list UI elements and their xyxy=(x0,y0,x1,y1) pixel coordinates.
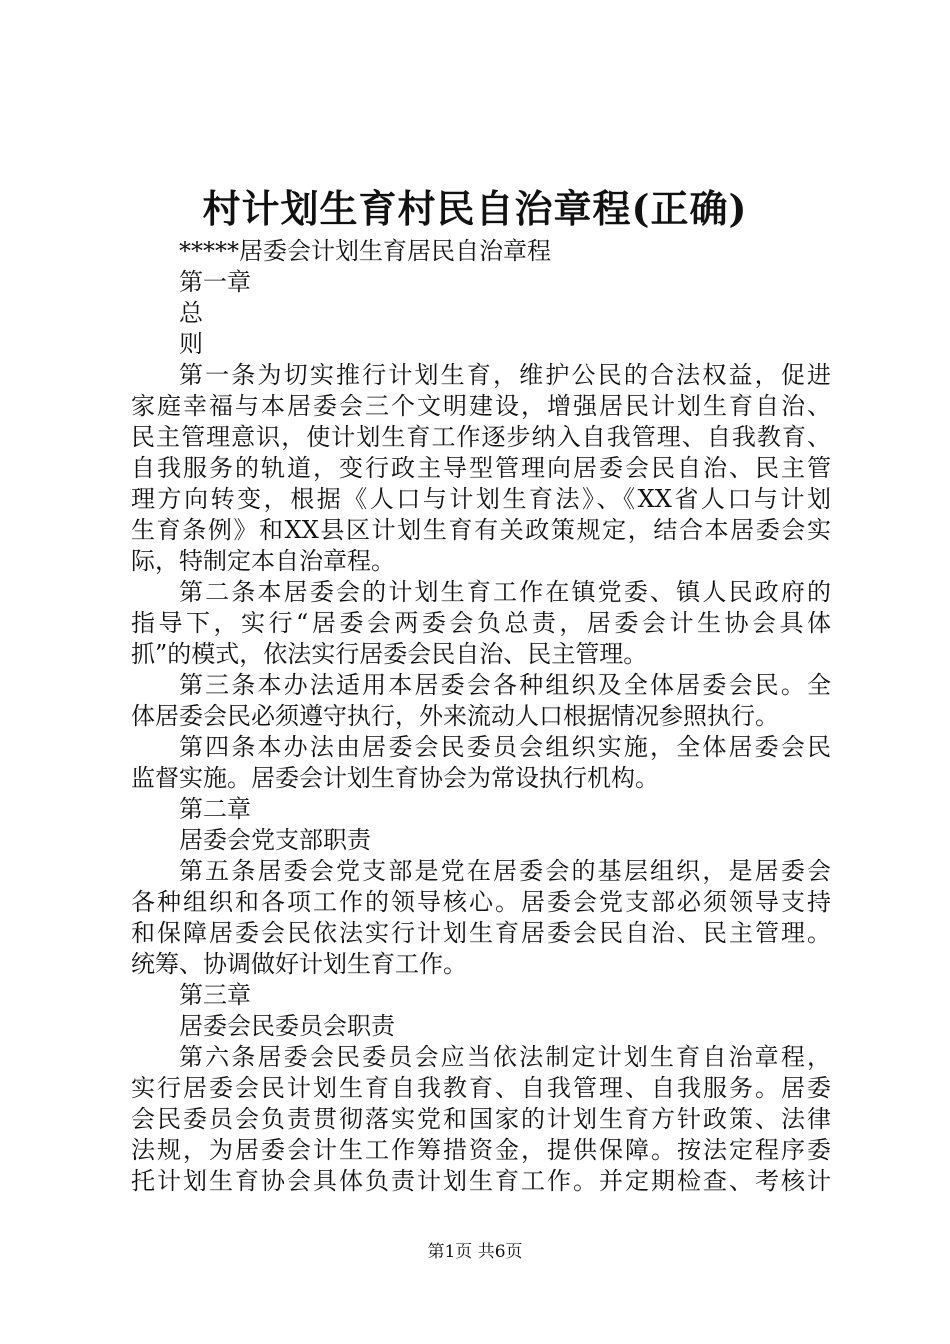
paragraph-line: 际，特制定本自治章程。 xyxy=(131,547,395,575)
paragraph-line: 统筹、协调做好计划生育工作。 xyxy=(131,950,467,978)
paragraph-line: 第二条本居委会的计划生育工作在镇党委、镇人民政府的 xyxy=(179,578,831,606)
paragraph-line: 生育条例》和XX县区计划生育有关政策规定，结合本居委会实 xyxy=(131,516,831,544)
paragraph-line: 和保障居委会民依法实行计划生育居委会民自治、民主管理。 xyxy=(131,919,831,947)
chapter-title-line: 居委会民委员会职责 xyxy=(179,1012,395,1040)
paragraph-line: 指导下，实行“居委会两委会负总责，居委会计生协会具体 xyxy=(131,609,831,637)
chapter-title-line: 则 xyxy=(179,330,203,358)
paragraph-line: 第一条为切实推行计划生育，维护公民的合法权益，促进 xyxy=(179,361,831,389)
chapter-heading: 第一章 xyxy=(179,268,251,296)
paragraph-line: 第五条居委会党支部是党在居委会的基层组织，是居委会 xyxy=(179,857,831,885)
paragraph-line: 监督实施。居委会计划生育协会为常设执行机构。 xyxy=(131,764,659,792)
paragraph-line: 第四条本办法由居委会民委员会组织实施，全体居委会民 xyxy=(179,733,831,761)
paragraph-line: 托计划生育协会具体负责计划生育工作。并定期检查、考核计 xyxy=(131,1167,831,1195)
subtitle-line: *****居委会计划生育居民自治章程 xyxy=(179,237,551,265)
paragraph-line: 体居委会民必须遵守执行，外来流动人口根据情况参照执行。 xyxy=(131,702,779,730)
paragraph-line: 各种组织和各项工作的领导核心。居委会党支部必须领导支持 xyxy=(131,888,831,916)
chapter-heading: 第三章 xyxy=(179,981,251,1009)
chapter-heading: 第二章 xyxy=(179,795,251,823)
paragraph-line: 抓”的模式，依法实行居委会民自治、民主管理。 xyxy=(131,640,648,668)
paragraph-line: 实行居委会民计划生育自我教育、自我管理、自我服务。居委 xyxy=(131,1074,831,1102)
document-title: 村计划生育村民自治章程(正确) xyxy=(202,186,748,231)
document-body xyxy=(131,236,831,1197)
chapter-title-line: 总 xyxy=(179,299,203,327)
chapter-title-line: 居委会党支部职责 xyxy=(179,826,371,854)
paragraph-line: 民主管理意识，使计划生育工作逐步纳入自我管理、自我教育、 xyxy=(131,423,831,451)
paragraph-line: 家庭幸福与本居委会三个文明建设，增强居民计划生育自治、 xyxy=(131,392,831,420)
paragraph-line: 会民委员会负责贯彻落实党和国家的计划生育方针政策、法律 xyxy=(131,1105,831,1133)
paragraph-line: 第六条居委会民委员会应当依法制定计划生育自治章程， xyxy=(179,1043,831,1071)
paragraph-line: 自我服务的轨道，变行政主导型管理向居委会民自治、民主管 xyxy=(131,454,831,482)
paragraph-line: 法规，为居委会计生工作筹措资金，提供保障。按法定程序委 xyxy=(131,1136,831,1164)
paragraph-line: 理方向转变，根据《人口与计划生育法》、《XX省人口与计划 xyxy=(131,485,831,513)
page-number-footer: 第1页 共6页 xyxy=(427,1242,523,1262)
paragraph-line: 第三条本办法适用本居委会各种组织及全体居委会民。全 xyxy=(179,671,831,699)
